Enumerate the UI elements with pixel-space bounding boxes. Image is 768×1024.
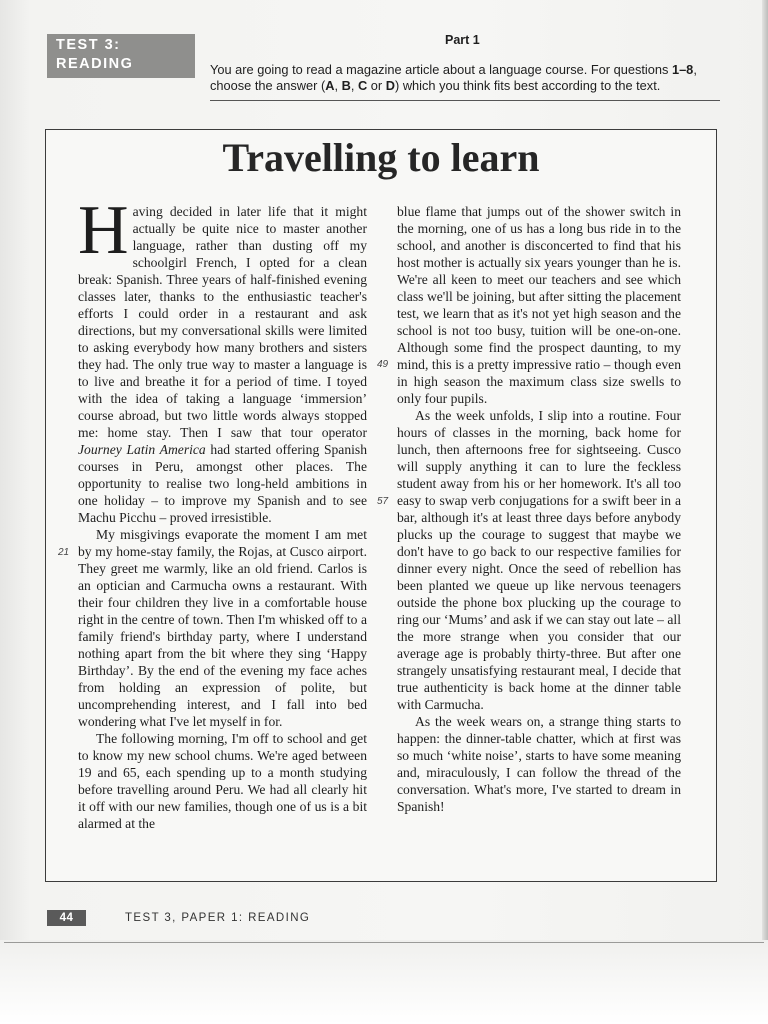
line-number-21: 21	[58, 547, 70, 558]
part-title: Part 1	[445, 33, 480, 47]
drop-cap: H	[78, 192, 129, 269]
test-label-line1: TEST 3:	[56, 37, 121, 53]
line-number-49: 49	[377, 359, 389, 370]
page-bottom-margin	[0, 940, 768, 1024]
paragraph-2: My misgivings evaporate the moment I am met by my home-stay family, the Rojas, at Cusco airport. They greet me warmly, like an old friend. Carlos is an optician and Carmucha owns a restaurant. With their four children they live in a comfortable house right in the centre of town. Then I'm whisked off to a family friend's birthday party, where I understand nothing apart from the bit where they sing ‘Happy Birthday’. By the end of the evening my face aches from holding an expression of polite, but uncomprehending interest, and I fall into bed wondering what I've let myself in for.	[78, 527, 367, 729]
paragraph-5: As the week wears on, a strange thing starts to happen: the dinner-table chatter, which at first was so much ‘white noise’, starts to have some meaning and, miraculously, I can follow the thread of the conversation. What's more, I've started to dream in Spanish!	[397, 714, 681, 814]
page-edge-shadow	[762, 0, 768, 1024]
line-number-57: 57	[377, 496, 389, 507]
paragraph-4: As the week unfolds, I slip into a routine. Four hours of classes in the morning, back home for lunch, then afternoons free for sightseeing. Cusco will supply anything it can to lure the feckless student away from his or her homework. It's all too easy to swap verb conjugations for a swift beer in a bar, although it's at least three days before anybody plucks up the courage to suggest that maybe we don't have to go back to our respective families for dinner every night. Once the seed of rebellion has been planted we queue up like nervous teenagers outside the phone box plucking up the courage to ring our ‘Mums’ and ask if we can stay out late – all the more strange when you consider that our average age is probably thirty-three. But after one strangely unsatisfying restaurant meal, I decide that true authenticity is back home at the dinner table with Carmucha.	[397, 408, 681, 712]
instructions: You are going to read a magazine article about a language course. For questions 1–8, choose the answer (A, B, C or D) which you think fits best according to the text.	[210, 62, 697, 93]
footer-divider	[4, 942, 764, 943]
paragraph-1: Having decided in later life that it might actually be quite nice to master another language, rather than dusting off my schoolgirl French, I opted for a clean break: Spanish. Three years of half-finished evening classes later, thanks to the enthusiastic teacher's efforts I could order in a restaurant and ask directions, but my conversational skills were limited to asking everybody how many brothers and sisters they had. The only true way to master a language is to live and breathe it for a period of time. I toyed with the idea of taking a language ‘immersion’ course abroad, but two little words always stopped me: home stay. Then I saw that tour operator Journey Latin America had started offering Spanish courses in Peru, amongst other places. The opportunity to realise two long-held ambitions in one holiday – to improve my Spanish and to see Machu Picchu – proved irresistible.	[78, 192, 368, 525]
article-column-left	[78, 192, 368, 832]
paragraph-3-continued: blue flame that jumps out of the shower switch in the morning, one of us has a long bus ride in to the school, and another is disconcerted to find that his host mother is actually six years younger than he is. We're all keen to meet our teachers and see which class we'll be joining, but after sitting the placement test, we learn that as it's not yet high season and the school is not too busy, tuition will be one-on-one. Although some find the prospect daunting, to my mind, this is a pretty impressive ratio – though even in high season the maximum class size swells to only four pupils.	[397, 204, 681, 406]
test-label-badge	[47, 34, 195, 78]
article-title: Travelling to learn	[222, 135, 540, 180]
header-divider	[210, 100, 720, 101]
page-number: 44	[47, 910, 86, 926]
test-label-line2: READING	[56, 56, 134, 72]
article-column-right	[397, 203, 681, 815]
paragraph-3: The following morning, I'm off to school and get to know my new school chums. We're aged between 19 and 65, each spending up to a month studying before travelling around Peru. We had all clearly hit it off with our new families, though one of us is a bit alarmed at the	[78, 731, 367, 831]
running-head: TEST 3, PAPER 1: READING	[125, 912, 311, 924]
